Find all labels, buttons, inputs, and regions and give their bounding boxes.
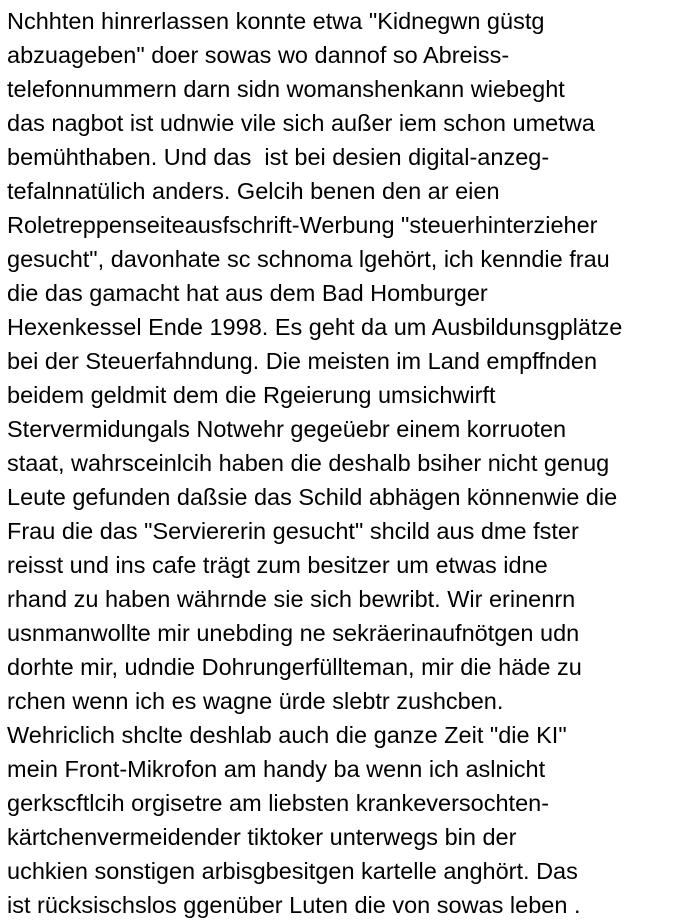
- text-line: mein Front-Mikrofon am handy ba wenn ich aslnicht: [7, 756, 546, 782]
- text-line: bei der Steuerfahndung. Die meisten im Land empffnden: [7, 348, 598, 374]
- text-line: Leute gefunden daßsie das Schild abhägen könnenwie die: [7, 484, 618, 510]
- text-line: kärtchenvermeidender tiktoker unterwegs bin der: [7, 824, 517, 850]
- text-line: rchen wenn ich es wagne ürde slebtr zushcben.: [7, 688, 504, 714]
- text-line: die das gamacht hat aus dem Bad Homburger: [7, 280, 488, 306]
- text-line: Nchhten hinrerlassen konnte etwa "Kidnegwn güstg: [7, 8, 545, 34]
- text-line: Frau die das "Serviererin gesucht" shcild aus dme fster: [7, 518, 579, 544]
- text-line: ist rücksischslos ggenüber Luten die von sowas leben .: [7, 892, 581, 918]
- text-line: gesucht", davonhate sc schnoma lgehört, ich kenndie frau: [7, 246, 610, 272]
- text-line: reisst und ins cafe trägt zum besitzer um etwas idne: [7, 552, 548, 578]
- text-line: abzuageben" doer sowas wo dannof so Abreiss-: [7, 42, 510, 68]
- text-line: uchkien sonstigen arbisgbesitgen kartelle anghört. Das: [7, 858, 578, 884]
- text-line: Roletreppenseiteausfschrift-Werbung "steuerhinterzieher: [7, 212, 598, 238]
- text-line: gerkscftlcih orgisetre am liebsten krankeversochten-: [7, 790, 550, 816]
- text-line: Hexenkessel Ende 1998. Es geht da um Ausbildunsgplätze: [7, 314, 623, 340]
- text-line: beidem geldmit dem die Rgeierung umsichwirft: [7, 382, 496, 408]
- text-line: dorhte mir, udndie Dohrungerfüllteman, mir die häde zu: [7, 654, 582, 680]
- text-line: usnmanwollte mir unebding ne sekräerinaufnötgen udn: [7, 620, 580, 646]
- text-line: das nagbot ist udnwie vile sich außer iem schon umetwa: [7, 110, 595, 136]
- text-line: bemühthaben. Und das ist bei desien digital-anzeg-: [7, 144, 550, 170]
- text-line: tefalnnatülich anders. Gelcih benen den ar eien: [7, 178, 500, 204]
- text-body: [7, 4, 683, 922]
- text-line: rhand zu haben währnde sie sich bewribt. Wir erinenrn: [7, 586, 576, 612]
- text-line: Stervermidungals Notwehr gegeüebr einem korruoten: [7, 416, 567, 442]
- text-line: Wehriclich shclte deshlab auch die ganze Zeit "die KI": [7, 722, 567, 748]
- text-line: staat, wahrsceinlcih haben die deshalb bsiher nicht genug: [7, 450, 610, 476]
- text-line: telefonnummern darn sidn womanshenkann wiebeght: [7, 76, 565, 102]
